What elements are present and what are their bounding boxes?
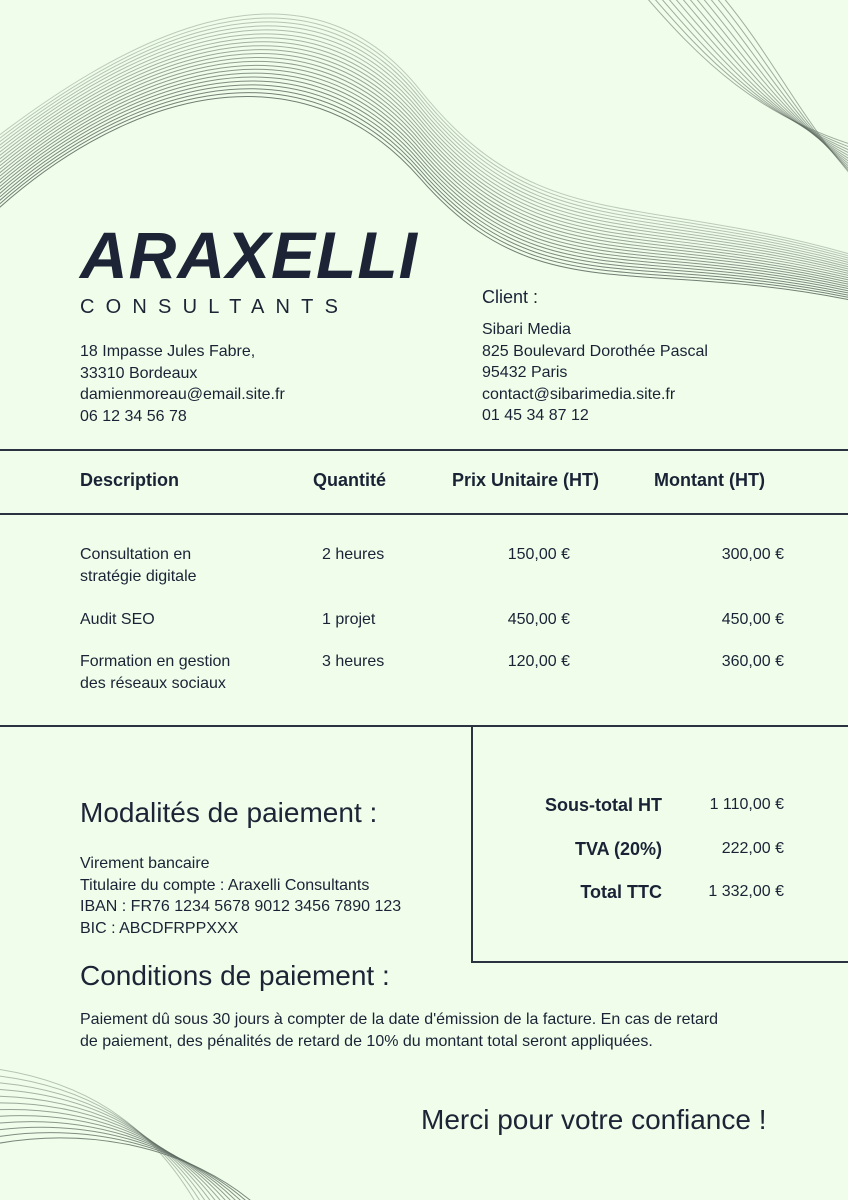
row-2-unit-price: 450,00 € <box>507 611 570 628</box>
table-header-description: Description <box>80 470 180 490</box>
company-email[interactable]: damienmoreau@email.site.fr <box>80 386 285 403</box>
company-address-line1: 18 Impasse Jules Fabre, <box>80 343 256 360</box>
subtotal-label: Sous-total HT <box>545 795 662 815</box>
payment-title: Modalités de paiement : <box>80 797 378 828</box>
client-address-line1: 825 Boulevard Dorothée Pascal <box>482 342 708 360</box>
company-logo-subtitle: CONSULTANTS <box>80 296 350 318</box>
row-3-description-line2: des réseaux sociaux <box>80 675 226 692</box>
row-1-quantity: 2 heures <box>322 546 385 563</box>
tax-label: TVA (20%) <box>574 839 662 859</box>
company-address-block <box>80 341 285 427</box>
table-header-amount: Montant (HT) <box>654 470 765 490</box>
subtotal-value: 1 110,00 € <box>709 796 784 813</box>
conditions-line1: Paiement dû sous 30 jours à compter de la date d'émission de la facture. En cas de retard <box>80 1011 719 1028</box>
payment-iban: IBAN : FR76 1234 5678 9012 3456 7890 123 <box>80 898 402 915</box>
wave-line <box>0 1089 217 1200</box>
row-1-description-line2: stratégie digitale <box>80 568 197 585</box>
totals-box-bottom-border <box>471 961 848 963</box>
wave-line <box>0 1133 256 1200</box>
client-address-block <box>482 319 708 427</box>
company-address-line2: 33310 Bordeaux <box>80 364 198 382</box>
client-label: Client : <box>482 287 539 307</box>
client-address-line2: 95432 Paris <box>482 364 568 381</box>
row-3-description-line1: Formation en gestion <box>80 653 231 670</box>
totals-box-left-border <box>471 725 473 963</box>
table-header-unit-price: Prix Unitaire (HT) <box>452 470 600 490</box>
row-3-quantity: 3 heures <box>322 653 385 670</box>
wave-line <box>0 1109 234 1200</box>
row-2-description: Audit SEO <box>80 611 155 628</box>
client-email[interactable]: contact@sibarimedia.site.fr <box>482 385 676 403</box>
wave-line <box>0 1075 206 1200</box>
wave-line <box>0 1122 245 1200</box>
row-3-unit-price: 120,00 € <box>507 653 570 670</box>
row-1-unit-price: 150,00 € <box>507 546 570 563</box>
conditions-line2: de paiement, des pénalités de retard de 10% du montant total seront appliquées. <box>80 1032 653 1050</box>
table-bottom-divider <box>0 725 848 727</box>
payment-holder: Titulaire du compte : Araxelli Consultants <box>80 876 370 894</box>
payment-details <box>80 853 401 939</box>
conditions-text <box>80 1009 718 1052</box>
row-1-description-line1: Consultation en <box>80 546 192 563</box>
total-value: 1 332,00 € <box>708 883 784 900</box>
table-row-description <box>80 651 230 695</box>
row-1-amount: 300,00 € <box>721 546 784 563</box>
total-label: Total TTC <box>580 882 662 902</box>
payment-method: Virement bancaire <box>80 855 210 872</box>
thank-you-message: Merci pour votre confiance ! <box>421 1104 767 1135</box>
company-phone: 06 12 34 56 78 <box>80 407 187 425</box>
table-top-divider <box>0 449 848 451</box>
wave-line <box>0 1068 200 1200</box>
wave-line <box>0 1138 262 1200</box>
company-logo-name: ARAXELLI <box>80 218 418 292</box>
table-row-description <box>80 544 197 588</box>
table-header-quantity: Quantité <box>313 470 387 490</box>
row-3-amount: 360,00 € <box>721 653 784 670</box>
payment-bic: BIC : ABCDFRPPXXX <box>80 919 239 937</box>
row-2-amount: 450,00 € <box>721 611 784 628</box>
tax-value: 222,00 € <box>721 840 784 857</box>
client-name: Sibari Media <box>482 321 571 338</box>
conditions-title: Conditions de paiement : <box>80 960 390 991</box>
row-2-quantity: 1 projet <box>322 611 376 628</box>
client-phone: 01 45 34 87 12 <box>482 407 589 424</box>
table-header-divider <box>0 513 848 515</box>
